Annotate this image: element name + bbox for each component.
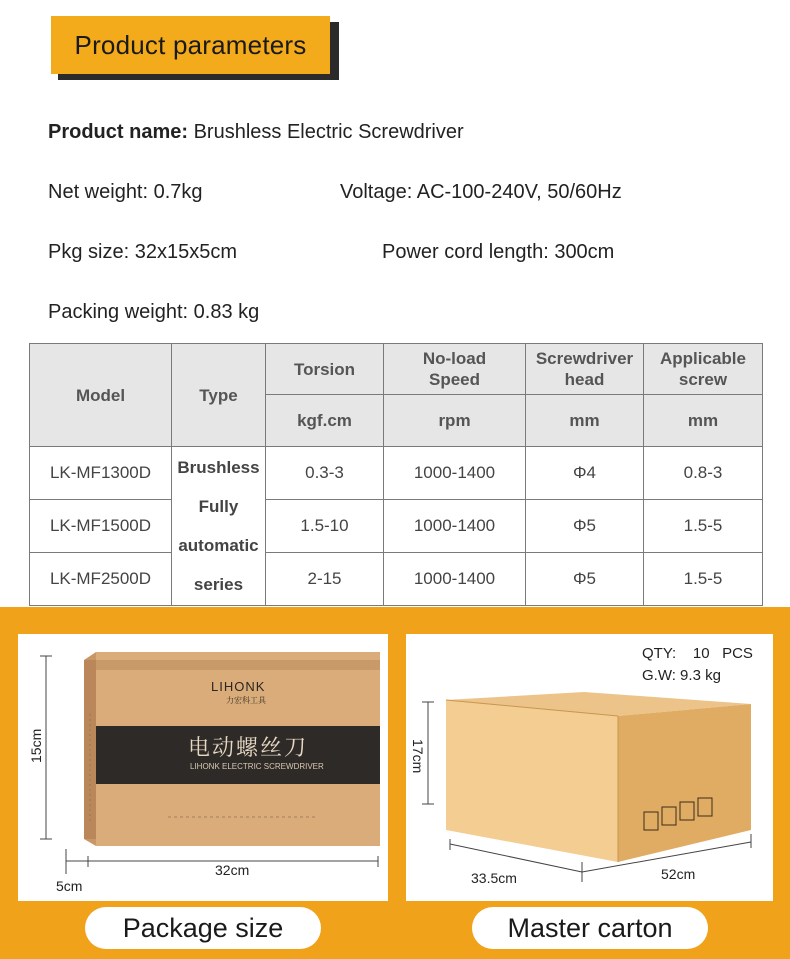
header-speed-line2: Speed: [428, 370, 481, 389]
spec-table: [29, 343, 763, 606]
header-torsion: Torsion: [266, 344, 384, 395]
table-row: [30, 447, 763, 500]
package-height-label: 15cm: [28, 728, 44, 763]
qty-value: 10: [692, 645, 710, 662]
package-length-label: 32cm: [215, 862, 250, 878]
cell-head: Φ5: [526, 500, 644, 553]
unit-torsion: kgf.cm: [266, 395, 384, 447]
cord-length: Power cord length: 300cm: [382, 241, 615, 263]
cell-model: LK-MF1300D: [30, 447, 172, 500]
cell-torsion: 0.3-3: [266, 447, 384, 500]
qty-label: QTY:: [642, 645, 677, 662]
carton-card: [406, 634, 773, 901]
carton-gross-weight: G.W: 9.3 kg: [642, 667, 721, 684]
cell-head: Φ4: [526, 447, 644, 500]
type-line: automatic: [178, 536, 259, 555]
voltage: Voltage: AC-100-240V, 50/60Hz: [340, 181, 622, 203]
header-speed-line1: No-load: [422, 349, 487, 368]
header-model: Model: [30, 344, 172, 447]
table-row: [30, 553, 763, 606]
carton-length-label: 52cm: [661, 866, 696, 882]
carton-width-label: 33.5cm: [471, 870, 517, 886]
type-line: Brushless: [177, 458, 260, 477]
product-cn: 电动螺丝刀: [188, 735, 309, 760]
header-head: [526, 344, 644, 395]
table-header-row: [30, 344, 763, 395]
header-head-line2: head: [564, 370, 605, 389]
package-size-label: Package size: [85, 907, 321, 949]
cell-head: Φ5: [526, 553, 644, 606]
pkg-size: Pkg size: 32x15x5cm: [48, 241, 237, 263]
product-en: LIHONK ELECTRIC SCREWDRIVER: [190, 762, 324, 771]
packing-weight: Packing weight: 0.83 kg: [48, 301, 260, 323]
cell-type: [172, 447, 266, 606]
cell-speed: 1000-1400: [384, 553, 526, 606]
type-line: Fully: [198, 497, 239, 516]
header-head-line1: Screwdriver: [535, 349, 634, 368]
cell-screw: 1.5-5: [644, 553, 763, 606]
brand-logo: LIHONK: [211, 679, 266, 694]
product-name-value: Brushless Electric Screwdriver: [188, 121, 464, 143]
brand-cn: 力宏科工具: [226, 696, 266, 705]
unit-screw: mm: [644, 395, 763, 447]
cell-speed: 1000-1400: [384, 500, 526, 553]
package-depth-label: 5cm: [56, 878, 83, 894]
cell-model: LK-MF1500D: [30, 500, 172, 553]
type-line: series: [193, 575, 244, 594]
qty-unit: PCS: [722, 645, 753, 662]
net-weight: Net weight: 0.7kg: [48, 181, 203, 203]
cell-screw: 0.8-3: [644, 447, 763, 500]
table-row: [30, 500, 763, 553]
cell-torsion: 2-15: [266, 553, 384, 606]
unit-head: mm: [526, 395, 644, 447]
master-carton-label: Master carton: [472, 907, 708, 949]
product-name: [48, 121, 464, 144]
unit-speed: rpm: [384, 395, 526, 447]
cell-model: LK-MF2500D: [30, 553, 172, 606]
header-speed: [384, 344, 526, 395]
carton-qty: [642, 645, 753, 662]
carton-height-label: 17cm: [410, 739, 426, 774]
cell-torsion: 1.5-10: [266, 500, 384, 553]
header-type: Type: [172, 344, 266, 447]
page-title: Product parameters: [51, 16, 330, 74]
header-screw-line1: Applicable: [660, 349, 746, 368]
product-name-label: Product name:: [48, 121, 189, 143]
package-card: [18, 634, 388, 901]
cell-screw: 1.5-5: [644, 500, 763, 553]
header-screw-line2: screw: [678, 370, 728, 389]
cell-speed: 1000-1400: [384, 447, 526, 500]
header-screw: [644, 344, 763, 395]
